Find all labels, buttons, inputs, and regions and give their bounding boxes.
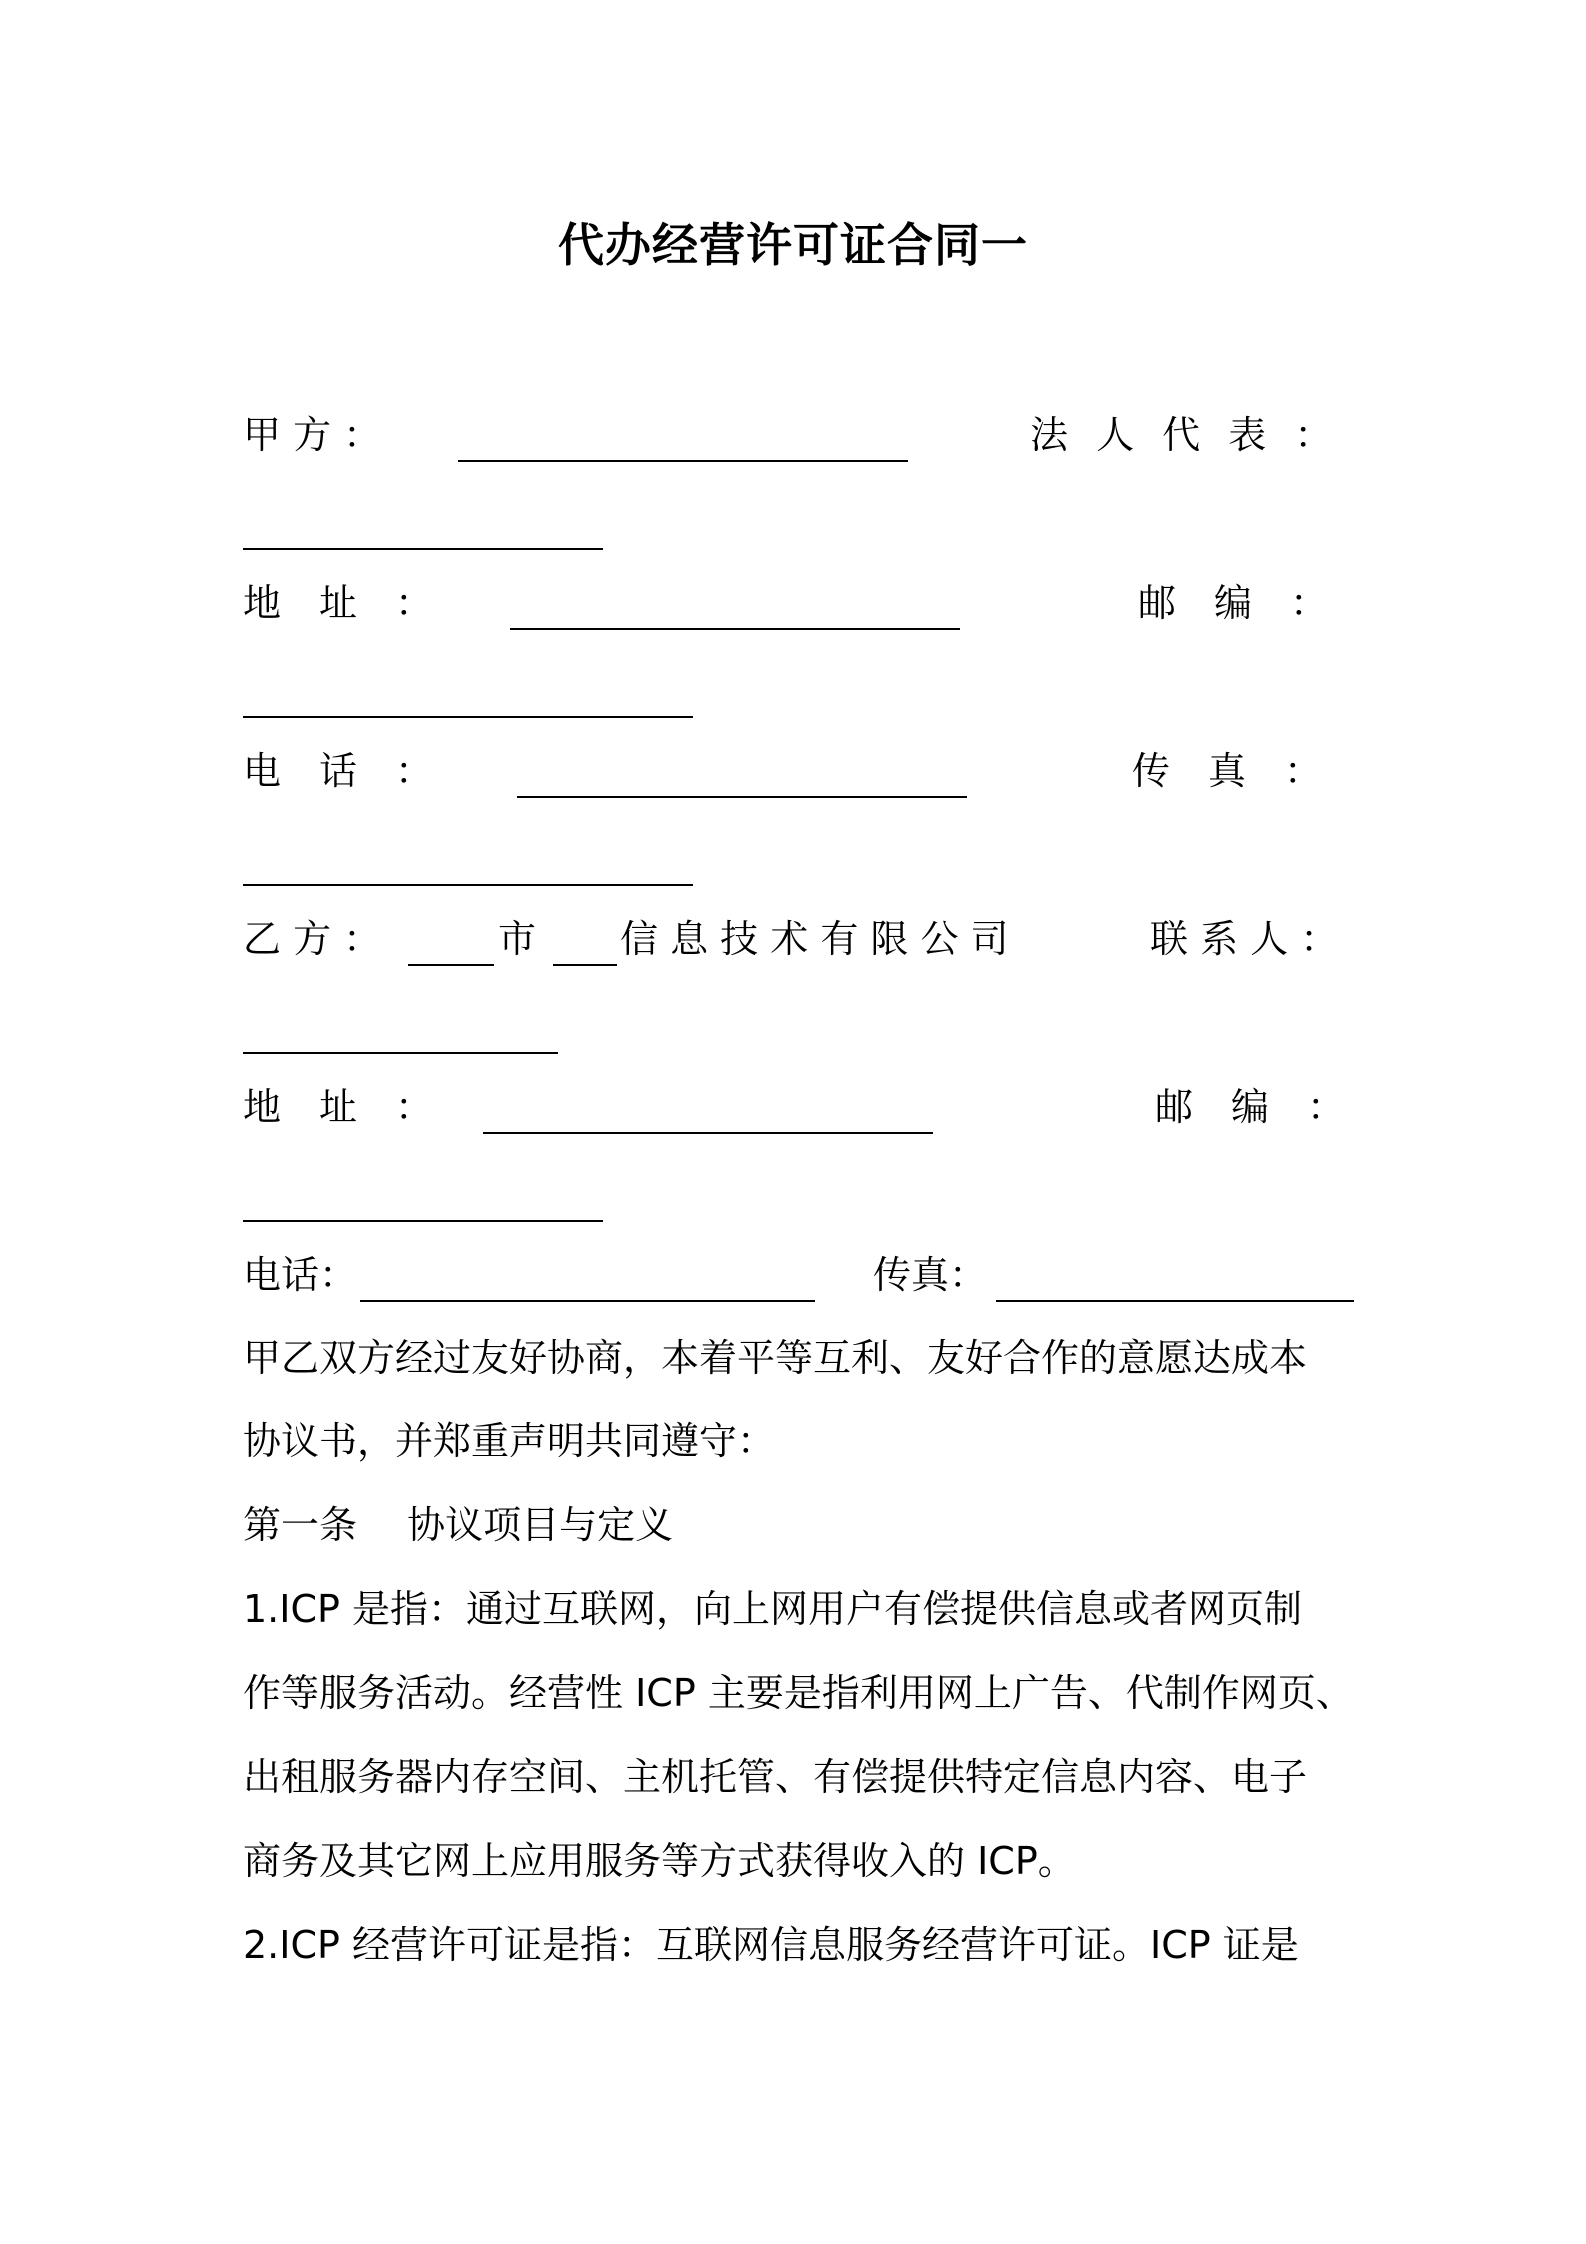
document-title: 代办经营许可证合同一 xyxy=(558,218,1028,272)
party-a-address-label: 地 址 ： xyxy=(243,581,434,625)
party-a-label: 甲 方 ： xyxy=(243,413,382,457)
party-b-city-blank xyxy=(408,928,494,966)
party-b-contact-label: 联 系 人 ： xyxy=(1150,917,1339,961)
article-1-heading: 第一条 协议项目与定义 xyxy=(243,1503,674,1547)
item-2-line-1: 2.ICP 经营许可证是指：互联网信息服务经营许可证。ICP 证是 xyxy=(243,1923,1299,1967)
item-1-line-2: 作等服务活动。经营性 ICP 主要是指利用网上广告、代制作网页、 xyxy=(243,1671,1354,1715)
party-a-postcode-label: 邮 编 ： xyxy=(1138,581,1329,625)
party-b-postcode-blank xyxy=(243,1184,603,1222)
party-b-city-suffix: 市 xyxy=(498,917,537,961)
party-b-postcode-label: 邮 编 ： xyxy=(1155,1085,1346,1129)
party-a-address-blank xyxy=(510,592,960,630)
item-1-line-3: 出租服务器内存空间、主机托管、有偿提供特定信息内容、电子 xyxy=(243,1755,1308,1799)
party-b-phone-blank xyxy=(360,1264,815,1302)
item-1-line-4: 商务及其它网上应用服务等方式获得收入的 ICP。 xyxy=(243,1839,1076,1883)
party-a-phone-blank xyxy=(517,760,967,798)
preamble-line-2: 协议书，并郑重声明共同遵守： xyxy=(243,1419,776,1463)
party-b-company-suffix: 信 息 技 术 有 限 公 司 xyxy=(620,917,1009,961)
preamble-line-1: 甲乙双方经过友好协商，本着平等互利、友好合作的意愿达成本 xyxy=(243,1336,1308,1380)
party-b-company-blank xyxy=(553,928,617,966)
party-a-fax-label: 传 真 ： xyxy=(1132,749,1323,793)
party-a-postcode-blank xyxy=(243,680,693,718)
party-a-phone-label: 电 话 ： xyxy=(243,749,434,793)
party-b-label: 乙 方 ： xyxy=(243,917,382,961)
item-1-line-1: 1.ICP 是指：通过互联网，向上网用户有偿提供信息或者网页制 xyxy=(243,1587,1302,1631)
party-a-rep-label: 法 人 代 表 ： xyxy=(1030,413,1341,457)
party-a-name-blank xyxy=(458,424,908,462)
party-a-fax-blank xyxy=(243,848,693,886)
party-b-contact-blank xyxy=(243,1016,558,1054)
party-b-fax-blank xyxy=(996,1264,1354,1302)
party-b-fax-label: 传真： xyxy=(873,1253,988,1297)
party-b-address-blank xyxy=(483,1096,933,1134)
party-b-address-label: 地 址 ： xyxy=(243,1085,434,1129)
party-b-phone-label: 电话： xyxy=(243,1253,358,1297)
party-a-rep-blank xyxy=(243,512,603,550)
